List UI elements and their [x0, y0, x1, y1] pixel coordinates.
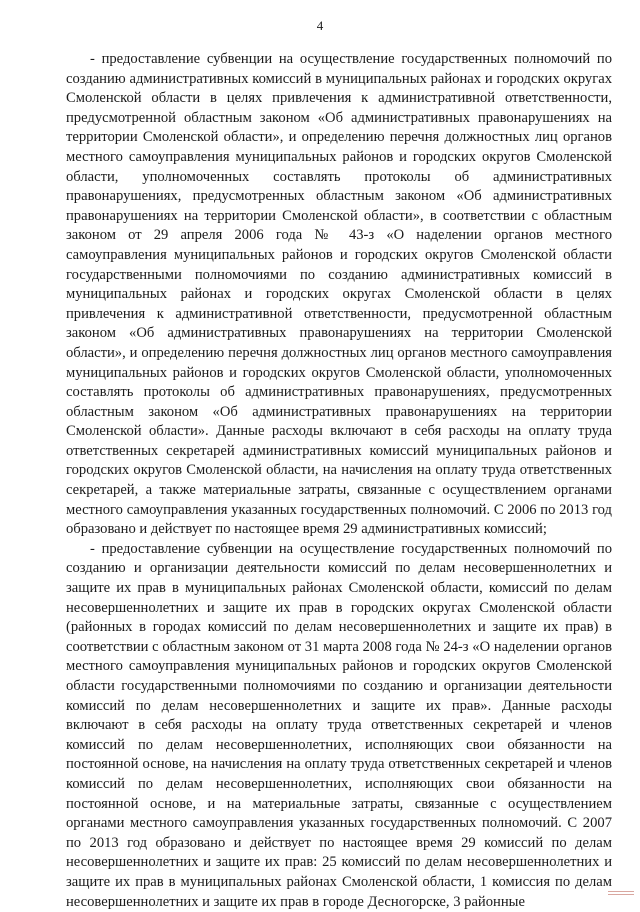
document-body: [66, 50, 612, 912]
paragraph-subvention-administrative-commissions: - предоставление субвенции на осуществление государственных полномочий по созданию административных комиссий в муниципальных районах и городских округах Смоленской области в целях привлечения к административной ответственности, предусмотренной областным законом «Об административных правонарушениях на территории Смоленской области», и определению перечня должностных лиц органов местного самоуправления муниципальных районов и городских округов Смоленской области, уполномоченных составлять протоколы об административных правонарушениях, предусмотренных областным законом «Об административных правонарушениях на территории Смоленской области», в соответствии с областным законом от 29 апреля 2006 года № 43-з «О наделении органов местного самоуправления муниципальных районов и городских округов Смоленской области государственными полномочиями по созданию административных комиссий в муниципальных районах и городских округах Смоленской области в целях привлечения к административной ответственности, предусмотренной областным законом «Об административных правонарушениях на территории Смоленской области», и определению перечня должностных лиц органов местного самоуправления муниципальных районов и городских округов Смоленской области, уполномоченных составлять протоколы об административных правонарушениях, предусмотренных областным законом «Об административных правонарушениях на территории Смоленской области». Данные расходы включают в себя расходы на оплату труда ответственных секретарей административных комиссий муниципальных районов и городских округов Смоленской области, на начисления на оплату труда ответственных секретарей, а также материальные затраты, связанные с осуществлением органами местного самоуправления указанных государственных полномочий. С 2006 по 2013 год образовано и действует по настоящее время 29 административных комиссий;: [66, 51, 612, 538]
paragraph-subvention-juvenile-commissions: - предоставление субвенции на осуществление государственных полномочий по созданию и организации деятельности комиссий по делам несовершеннолетних и защите их прав в муниципальных районах Смоленской области, комиссий по делам несовершеннолетних и защите их прав в городских округах Смоленской области (районных в городах комиссий по делам несовершеннолетних и защите их прав) в соответствии с областным законом от 31 марта 2008 года № 24-з «О наделении органов местного самоуправления муниципальных районов и городских округов Смоленской области государственными полномочиями по созданию и организации деятельности комиссий по делам несовершеннолетних и защите их прав». Данные расходы включают в себя расходы на оплату труда ответственных секретарей и членов комиссий по делам несовершеннолетних, исполняющих свои обязанности на постоянной основе, на начисления на оплату труда ответственных секретарей и членов комиссий по делам несовершеннолетних, исполняющих свои обязанности на постоянной основе, и на материальные затраты, связанные с осуществлением органами местного самоуправления указанных государственных полномочий. С 2007 по 2013 год образовано и действует по настоящее время 29 комиссий по делам несовершеннолетних и защите их прав: 25 комиссий по делам несовершеннолетних и защите их прав в муниципальных районах Смоленской области, 1 комиссия по делам несовершеннолетних и защите их прав в городе Десногорске, 3 районные: [66, 540, 612, 910]
page-number: 4: [316, 18, 324, 33]
scan-corner-mark: [608, 891, 634, 899]
